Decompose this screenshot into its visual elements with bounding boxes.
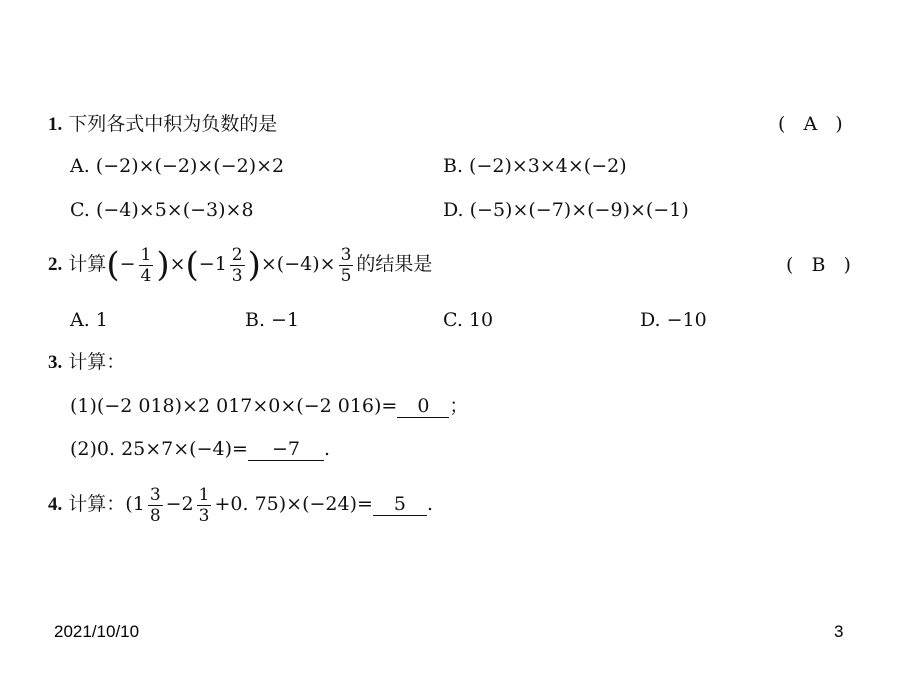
question-text: 下列各式中积为负数的是 [68,113,278,135]
punctuation: ； [449,395,469,417]
punctuation: . [323,438,330,460]
punctuation: . [426,493,433,515]
option-d: D. −10 [640,309,707,331]
answer-blank: 5 [373,493,427,516]
option-c: C. (−4)×5×(−3)×8 [70,199,254,221]
option-b: B. (−2)×3×4×(−2) [443,155,627,177]
question-3-part-1 [70,393,468,419]
question-text: 计算 [68,253,107,275]
times-sign: × [169,253,186,275]
expression-part: ×(−4)× [260,253,336,275]
footer-date: 2021/10/10 [54,622,140,641]
question-1-stem [48,111,277,138]
expression: (1)(−2 018)×2 017×0×(−2 016)= [70,395,398,417]
question-4-stem [48,482,433,527]
fraction: $\frac{3}{5}$ [340,244,352,286]
question-3-part-2 [70,436,330,462]
option-b: B. −1 [245,309,300,331]
question-number: 3. [48,352,63,373]
answer-blank: 0 [397,395,449,418]
answer-choice: ( A ) [778,113,849,135]
expression-part: −2 [165,493,194,515]
mixed-number-whole: −1 [198,253,227,275]
option-d: D. (−5)×(−7)×(−9)×(−1) [443,199,689,221]
fraction: $\frac{3}{8}$ [149,484,161,526]
question-text: 计算： [68,351,126,373]
question-number: 4. [48,494,63,515]
question-3-stem [48,349,125,376]
answer-choice: ( B ) [786,254,857,276]
fraction: $\frac{2}{3}$ [231,244,243,286]
question-number: 2. [48,254,63,275]
question-text: 计算：(1 [68,493,145,515]
question-number: 1. [48,114,63,135]
fraction: $\frac{1}{4}$ [140,244,152,286]
page-number: 3 [834,622,844,641]
expression-part: +0. 75)×(−24)= [214,493,373,515]
expression: (2)0. 25×7×(−4)= [70,438,248,460]
option-a: A. (−2)×(−2)×(−2)×2 [70,155,285,177]
answer-blank: −7 [248,438,324,461]
minus-sign: − [119,253,136,275]
fraction: $\frac{1}{3}$ [198,484,210,526]
option-a: A. 1 [70,309,108,331]
question-text: 的结果是 [356,253,433,275]
option-c: C. 10 [443,309,494,331]
question-2-stem: 2. 计算(− $\frac{1}{4}$ )×(−1 $\frac{2}{3}$ )×(−4)× $\frac{3}{5}$ 的结果是 [48,244,433,286]
